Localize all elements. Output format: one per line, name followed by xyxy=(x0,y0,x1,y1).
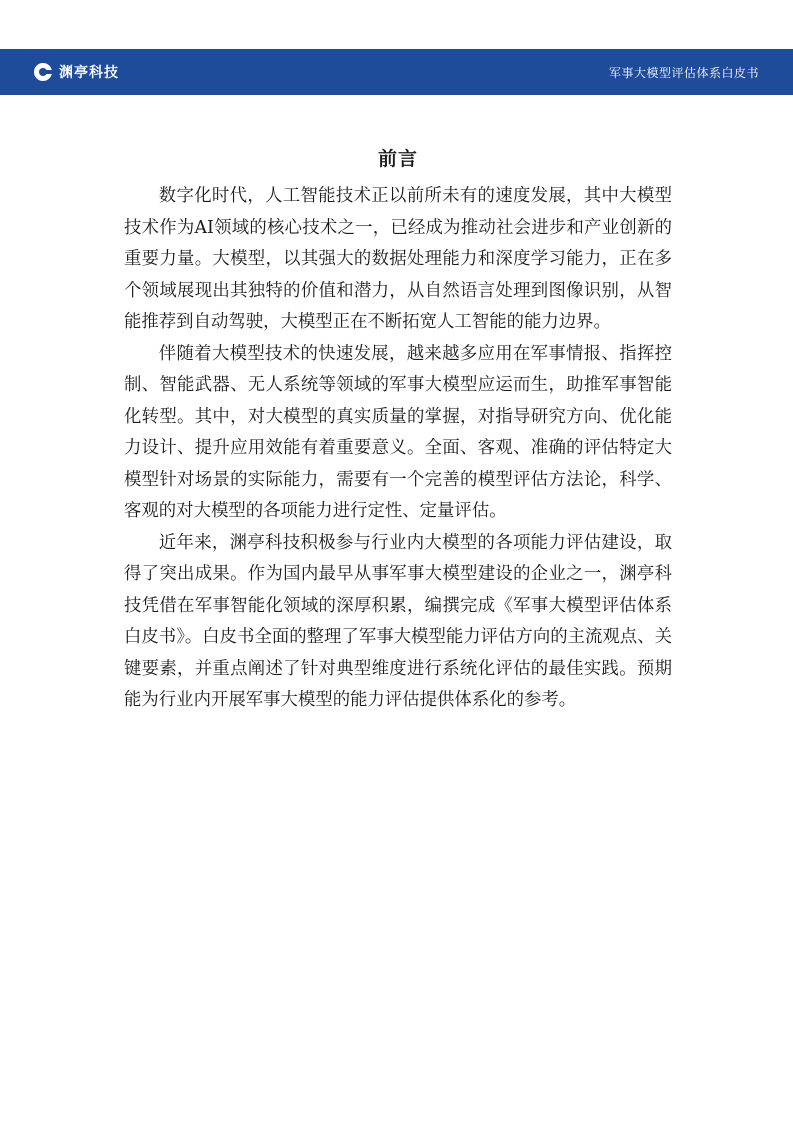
brand-name: 渊亭科技 xyxy=(59,65,119,81)
brand xyxy=(34,62,119,82)
brand-logo-icon xyxy=(34,63,52,81)
paragraph-1: 数字化时代，人工智能技术正以前所未有的速度发展，其中大模型技术作为AI领域的核心技术之一，已经成为推动社会进步和产业创新的重要力量。大模型，以其强大的数据处理能力和深度学习能力，正在多个领域展现出其独特的价值和潜力，从自然语言处理到图像识别，从智能推荐到自动驾驶，大模型正在不断拓宽人工智能的能力边界。 xyxy=(124,186,672,332)
document-title: 军事大模型评估体系白皮书 xyxy=(608,65,759,80)
paragraph-2: 伴随着大模型技术的快速发展，越来越多应用在军事情报、指挥控制、智能武器、无人系统等领域的军事大模型应运而生，助推军事智能化转型。其中，对大模型的真实质量的掌握，对指导研究方向、优化能力设计、提升应用效能有着重要意义。全面、客观、准确的评估特定大模型针对场景的实际能力，需要有一个完善的模型评估方法论，科学、客观的对大模型的各项能力进行定性、定量评估。 xyxy=(124,343,672,521)
page-header xyxy=(0,49,793,95)
page-title: 前言 xyxy=(377,148,418,170)
paragraph-3: 近年来，渊亭科技积极参与行业内大模型的各项能力评估建设，取得了突出成果。作为国内最早从事军事大模型建设的企业之一，渊亭科技凭借在军事智能化领域的深厚积累，编撰完成《军事大模型评估体系白皮书》。白皮书全面的整理了军事大模型能力评估方向的主流观点、关键要素，并重点阐述了针对典型维度进行系统化评估的最佳实践。预期能为行业内开展军事大模型的能力评估提供体系化的参考。 xyxy=(124,532,672,710)
page-content xyxy=(124,142,672,717)
